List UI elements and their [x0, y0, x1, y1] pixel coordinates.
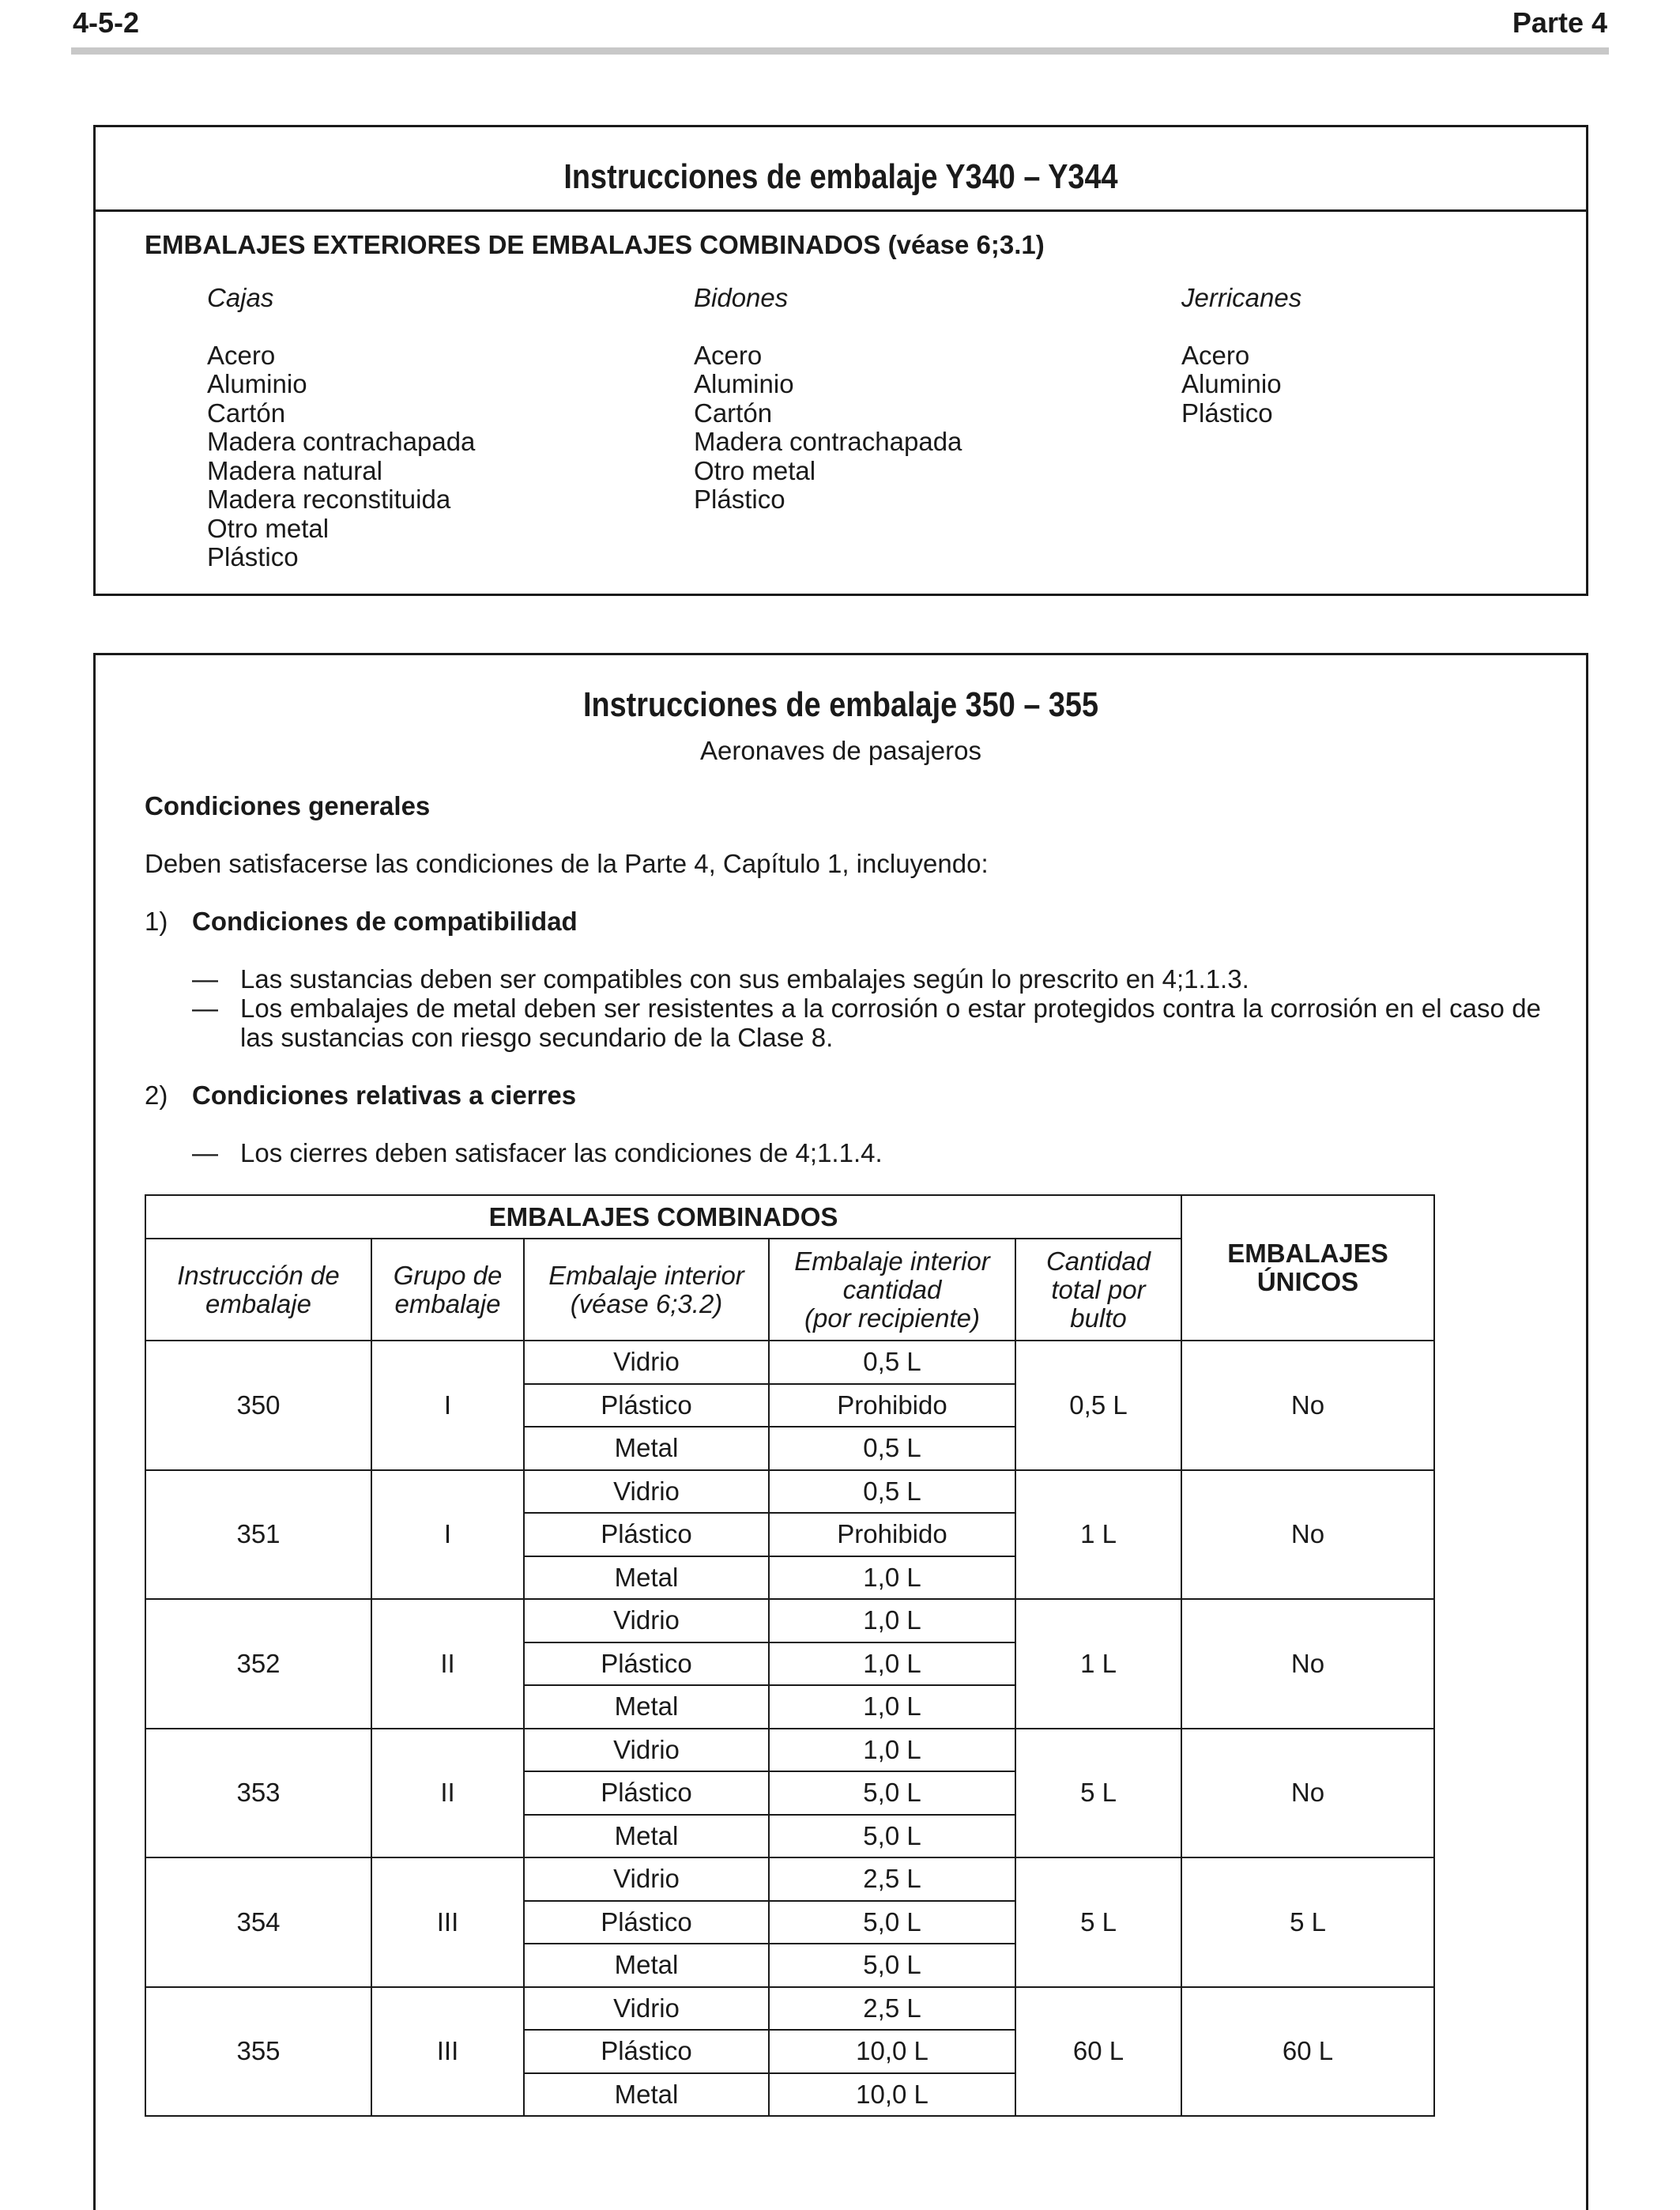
inner-quantity-cell: 1,0 L: [769, 1642, 1015, 1686]
packing-instructions-350-box: [93, 653, 1588, 2210]
inner-packaging-column-header: Embalaje interior (véase 6;3.2): [524, 1239, 769, 1341]
group-cell: I: [371, 1341, 524, 1470]
group-cell: III: [371, 1987, 524, 2117]
single-packagings-header: EMBALAJES ÚNICOS: [1181, 1195, 1434, 1341]
section-number: 2): [145, 1080, 168, 1110]
group-cell: II: [371, 1599, 524, 1729]
dash-bullet: —: [192, 994, 218, 1023]
table-row: [145, 1729, 1434, 1772]
section-title: Condiciones de compatibilidad: [192, 907, 578, 936]
inner-quantity-cell: 5,0 L: [769, 1815, 1015, 1858]
list-item: Cartón: [207, 398, 286, 428]
inner-packaging-cell: Vidrio: [524, 1987, 769, 2031]
single-packaging-cell: No: [1181, 1729, 1434, 1858]
inner-quantity-column-header: Embalaje interior cantidad (por recipiente): [769, 1239, 1015, 1341]
inner-packaging-cell: Plástico: [524, 1642, 769, 1686]
inner-packaging-cell: Plástico: [524, 1384, 769, 1427]
total-quantity-cell: 0,5 L: [1015, 1341, 1181, 1470]
list-item: Madera contrachapada: [207, 427, 476, 456]
box-subtitle: Aeronaves de pasajeros: [700, 736, 981, 765]
inner-packaging-cell: Metal: [524, 1556, 769, 1600]
bullet-text: Los embalajes de metal deben ser resistentes a la corrosión o estar protegidos contra la corrosión en el caso de las sustancias con riesgo secundario de la Clase 8.: [240, 994, 1541, 1052]
inner-packaging-cell: Plástico: [524, 1771, 769, 1815]
instruction-cell: 350: [145, 1341, 371, 1470]
inner-quantity-cell: 10,0 L: [769, 2073, 1015, 2117]
inner-quantity-cell: Prohibido: [769, 1513, 1015, 1556]
inner-quantity-cell: 5,0 L: [769, 1771, 1015, 1815]
inner-quantity-cell: 10,0 L: [769, 2030, 1015, 2073]
bullet-text: Las sustancias deben ser compatibles con sus embalajes según lo prescrito en 4;1.1.3.: [240, 964, 1249, 994]
list-item: Acero: [1181, 340, 1250, 370]
bidones-column: [694, 284, 962, 515]
single-packaging-cell: No: [1181, 1599, 1434, 1729]
dash-bullet: —: [192, 1138, 218, 1167]
general-conditions-text: Deben satisfacerse las condiciones de la Parte 4, Capítulo 1, incluyendo:: [145, 849, 989, 878]
list-item: Plástico: [694, 485, 785, 514]
single-packaging-cell: No: [1181, 1341, 1434, 1470]
inner-quantity-cell: 1,0 L: [769, 1729, 1015, 1772]
list-item: Madera reconstituida: [207, 485, 451, 514]
single-packaging-cell: No: [1181, 1470, 1434, 1600]
list-item: Otro metal: [207, 513, 330, 543]
instruction-cell: 353: [145, 1729, 371, 1858]
packing-table-body: [145, 1341, 1434, 2116]
column-heading: Jerricanes: [1181, 283, 1302, 312]
combined-packagings-header: EMBALAJES COMBINADOS: [145, 1195, 1181, 1239]
packing-table: [145, 1194, 1435, 2117]
single-packaging-cell: 60 L: [1181, 1987, 1434, 2117]
cajas-column: [207, 284, 475, 572]
box-title: Instrucciones de embalaje Y340 – Y344: [563, 157, 1118, 196]
instruction-cell: 354: [145, 1857, 371, 1987]
inner-quantity-cell: 1,0 L: [769, 1556, 1015, 1600]
inner-packaging-cell: Vidrio: [524, 1729, 769, 1772]
list-item: Aluminio: [694, 369, 794, 398]
bullet-text: Los cierres deben satisfacer las condiciones de 4;1.1.4.: [240, 1138, 883, 1167]
instruction-cell: 355: [145, 1987, 371, 2117]
dash-bullet: —: [192, 964, 218, 994]
table-row: [145, 1470, 1434, 1514]
box-title: Instrucciones de embalaje 350 – 355: [582, 685, 1099, 724]
inner-quantity-cell: 5,0 L: [769, 1944, 1015, 1987]
inner-packaging-cell: Vidrio: [524, 1857, 769, 1901]
inner-quantity-cell: 2,5 L: [769, 1857, 1015, 1901]
list-item: Madera natural: [207, 455, 382, 485]
inner-packaging-cell: Vidrio: [524, 1341, 769, 1384]
list-item: Plástico: [1181, 398, 1273, 428]
list-item: Aluminio: [1181, 369, 1282, 398]
group-column-header: Grupo de embalaje: [371, 1239, 524, 1341]
inner-quantity-cell: 0,5 L: [769, 1427, 1015, 1470]
inner-packaging-cell: Metal: [524, 1815, 769, 1858]
total-quantity-cell: 5 L: [1015, 1729, 1181, 1858]
inner-packaging-cell: Plástico: [524, 2030, 769, 2073]
outer-packagings-heading: EMBALAJES EXTERIORES DE EMBALAJES COMBINADOS (véase 6;3.1): [145, 230, 1045, 259]
inner-packaging-cell: Plástico: [524, 1901, 769, 1944]
running-header-right: Parte 4: [1512, 6, 1607, 39]
inner-packaging-cell: Metal: [524, 1685, 769, 1729]
group-cell: I: [371, 1470, 524, 1600]
inner-quantity-cell: 0,5 L: [769, 1341, 1015, 1384]
group-cell: II: [371, 1729, 524, 1858]
inner-quantity-cell: 1,0 L: [769, 1599, 1015, 1642]
inner-packaging-cell: Metal: [524, 1427, 769, 1470]
group-cell: III: [371, 1857, 524, 1987]
total-quantity-column-header: Cantidad total por bulto: [1015, 1239, 1181, 1341]
inner-quantity-cell: 5,0 L: [769, 1901, 1015, 1944]
list-item: Cartón: [694, 398, 773, 428]
total-quantity-cell: 1 L: [1015, 1599, 1181, 1729]
general-conditions-heading: Condiciones generales: [145, 791, 431, 820]
list-item: Plástico: [207, 542, 299, 571]
inner-packaging-cell: Plástico: [524, 1513, 769, 1556]
inner-quantity-cell: 2,5 L: [769, 1987, 1015, 2031]
header-rule: [71, 47, 1609, 55]
inner-packaging-cell: Vidrio: [524, 1470, 769, 1514]
list-item: Aluminio: [207, 369, 307, 398]
column-heading: Bidones: [694, 283, 789, 312]
section-title: Condiciones relativas a cierres: [192, 1080, 577, 1110]
instruction-cell: 351: [145, 1470, 371, 1600]
section-number: 1): [145, 907, 168, 936]
jerricanes-column: [1181, 284, 1301, 428]
inner-quantity-cell: 1,0 L: [769, 1685, 1015, 1729]
table-row: [145, 1857, 1434, 1901]
inner-quantity-cell: Prohibido: [769, 1384, 1015, 1427]
table-row: [145, 1599, 1434, 1642]
inner-packaging-cell: Metal: [524, 1944, 769, 1987]
inner-packaging-cell: Vidrio: [524, 1599, 769, 1642]
total-quantity-cell: 60 L: [1015, 1987, 1181, 2117]
column-heading: Cajas: [207, 283, 274, 312]
list-item: Acero: [207, 340, 276, 370]
list-item: Otro metal: [694, 455, 816, 485]
list-item: Madera contrachapada: [694, 427, 962, 456]
title-divider: [96, 209, 1586, 212]
total-quantity-cell: 5 L: [1015, 1857, 1181, 1987]
list-item: Acero: [694, 340, 763, 370]
inner-quantity-cell: 0,5 L: [769, 1470, 1015, 1514]
total-quantity-cell: 1 L: [1015, 1470, 1181, 1600]
instruction-column-header: Instrucción de embalaje: [145, 1239, 371, 1341]
instruction-cell: 352: [145, 1599, 371, 1729]
table-row: [145, 1341, 1434, 1384]
table-row: [145, 1987, 1434, 2031]
single-packaging-cell: 5 L: [1181, 1857, 1434, 1987]
inner-packaging-cell: Metal: [524, 2073, 769, 2117]
packing-instructions-y340-box: [93, 125, 1588, 596]
running-header-left: 4-5-2: [73, 6, 140, 39]
